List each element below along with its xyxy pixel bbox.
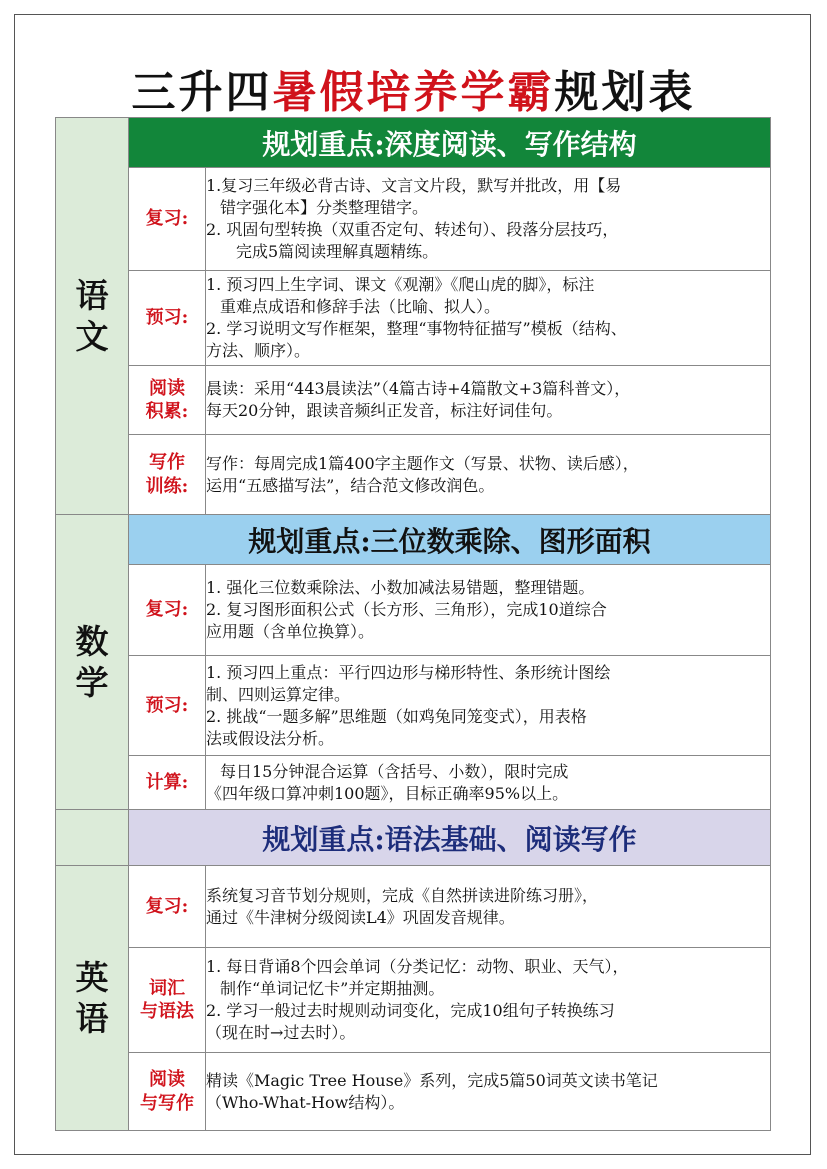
subject-english-char1: 英 <box>75 957 109 997</box>
title-part2: 暑假培养学霸 <box>272 67 555 118</box>
chinese-review-label: 复习: <box>129 168 206 271</box>
english-focus-header: 规划重点:语法基础、阅读写作 <box>129 810 771 866</box>
chinese-review-line: 完成5篇阅读理解真题精练。 <box>236 242 439 261</box>
math-preview-label: 预习: <box>129 656 206 756</box>
english-vocab-label-line: 词汇 <box>149 977 185 999</box>
subject-chinese-char1: 语 <box>75 275 109 315</box>
plan-table <box>55 117 771 1131</box>
math-review-label: 复习: <box>129 565 206 656</box>
english-review-label: 复习: <box>129 866 206 948</box>
chinese-review-line: 错字强化本】分类整理错字。 <box>220 198 429 217</box>
english-vocab-label <box>129 948 206 1053</box>
subject-english <box>56 866 129 1131</box>
chinese-writing-label <box>129 435 206 515</box>
chinese-writing-line: 运用“五感描写法”，结合范文修改润色。 <box>206 475 495 495</box>
chinese-preview-line: 重难点成语和修辞手法（比喻、拟人）。 <box>220 297 501 316</box>
chinese-preview-content <box>206 271 771 366</box>
english-reading-content <box>206 1053 771 1131</box>
math-review-content <box>206 565 771 656</box>
english-vocab-line: 制作“单词记忆卡”并定期抽测。 <box>220 979 445 998</box>
english-vocab-content <box>206 948 771 1053</box>
chinese-reading-line: 晨读：采用“443晨读法”（4篇古诗+4篇散文+3篇科普文）， <box>206 379 631 398</box>
math-calc-line: 《四年级口算冲刺100题》，目标正确率95%以上。 <box>206 783 569 803</box>
math-calc-label: 计算: <box>129 756 206 810</box>
chinese-writing-label-line: 训练: <box>145 475 189 497</box>
math-preview-line: 法或假设法分析。 <box>206 728 335 748</box>
english-reading-line: 精读《Magic Tree House》系列，完成5篇50词英文读书笔记 <box>206 1070 658 1090</box>
math-preview-line: 制、四则运算定律。 <box>206 684 351 704</box>
english-reading-label-line: 与写作 <box>140 1092 194 1114</box>
english-reading-label-line: 阅读 <box>149 1069 185 1091</box>
english-vocab-line: （现在时→过去时）。 <box>206 1023 356 1042</box>
chinese-preview-line: 方法、顺序）。 <box>206 341 311 360</box>
chinese-preview-label: 预习: <box>129 271 206 366</box>
english-reading-label <box>129 1053 206 1131</box>
math-review-line: 1. 强化三位数乘除法、小数加减法易错题，整理错题。 <box>206 578 595 597</box>
chinese-reading-label-line: 积累: <box>145 401 189 422</box>
title-part3: 规划表 <box>554 67 696 118</box>
english-vocab-label-line: 与语法 <box>140 1001 194 1022</box>
math-preview-content <box>206 656 771 756</box>
subject-math-char1: 数 <box>75 621 109 661</box>
subject-chinese <box>56 118 129 515</box>
math-review-line: 2. 复习图形面积公式（长方形、三角形），完成10道综合 <box>206 600 607 619</box>
math-review-line: 应用题（含单位换算）。 <box>206 622 375 641</box>
english-reading-line: （Who-What-How结构）。 <box>206 1092 405 1112</box>
page-title <box>0 56 827 120</box>
english-review-line: 系统复习音节划分规则，完成《自然拼读进阶练习册》， <box>206 885 599 905</box>
chinese-review-line: 2. 巩固句型转换（双重否定句、转述句）、段落分层技巧， <box>206 220 619 239</box>
chinese-preview-line: 1. 预习四上生字词、课文《观潮》《爬山虎的脚》，标注 <box>206 275 595 294</box>
english-header-spacer <box>56 810 129 866</box>
chinese-reading-content <box>206 366 771 435</box>
subject-chinese-char2: 文 <box>75 317 109 356</box>
chinese-reading-label <box>129 366 206 435</box>
math-preview-line: 1. 预习四上重点：平行四边形与梯形特性、条形统计图绘 <box>206 662 611 682</box>
subject-math <box>56 515 129 810</box>
chinese-review-content <box>206 168 771 271</box>
chinese-review-line: 1.复习三年级必背古诗、文言文片段，默写并批改，用【易 <box>206 176 622 195</box>
english-vocab-line: 2. 学习一般过去时规则动词变化，完成10组句子转换练习 <box>206 1001 615 1020</box>
subject-english-char2: 语 <box>75 999 109 1038</box>
chinese-reading-line: 每天20分钟，跟读音频纠正发音，标注好词佳句。 <box>206 401 563 420</box>
chinese-focus-header: 规划重点:深度阅读、写作结构 <box>129 118 771 168</box>
math-preview-line: 2. 挑战“一题多解”思维题（如鸡兔同笼变式），用表格 <box>206 706 587 726</box>
chinese-writing-line: 写作：每周完成1篇400字主题作文（写景、状物、读后感）， <box>206 453 639 473</box>
math-calc-line: 每日15分钟混合运算（含括号、小数），限时完成 <box>220 761 569 781</box>
chinese-writing-label-line: 写作 <box>149 452 185 474</box>
english-review-content <box>206 866 771 948</box>
chinese-reading-label-line: 阅读 <box>149 377 185 399</box>
english-vocab-line: 1. 每日背诵8个四会单词（分类记忆：动物、职业、天气）， <box>206 957 629 976</box>
title-part1: 三升四 <box>131 67 273 118</box>
subject-math-char2: 学 <box>75 663 109 702</box>
chinese-writing-content <box>206 435 771 515</box>
math-focus-header: 规划重点:三位数乘除、图形面积 <box>129 515 771 565</box>
english-review-line: 通过《牛津树分级阅读L4》巩固发音规律。 <box>206 907 515 927</box>
chinese-preview-line: 2. 学习说明文写作框架，整理“事物特征描写”模板（结构、 <box>206 319 627 338</box>
math-calc-content <box>206 756 771 810</box>
